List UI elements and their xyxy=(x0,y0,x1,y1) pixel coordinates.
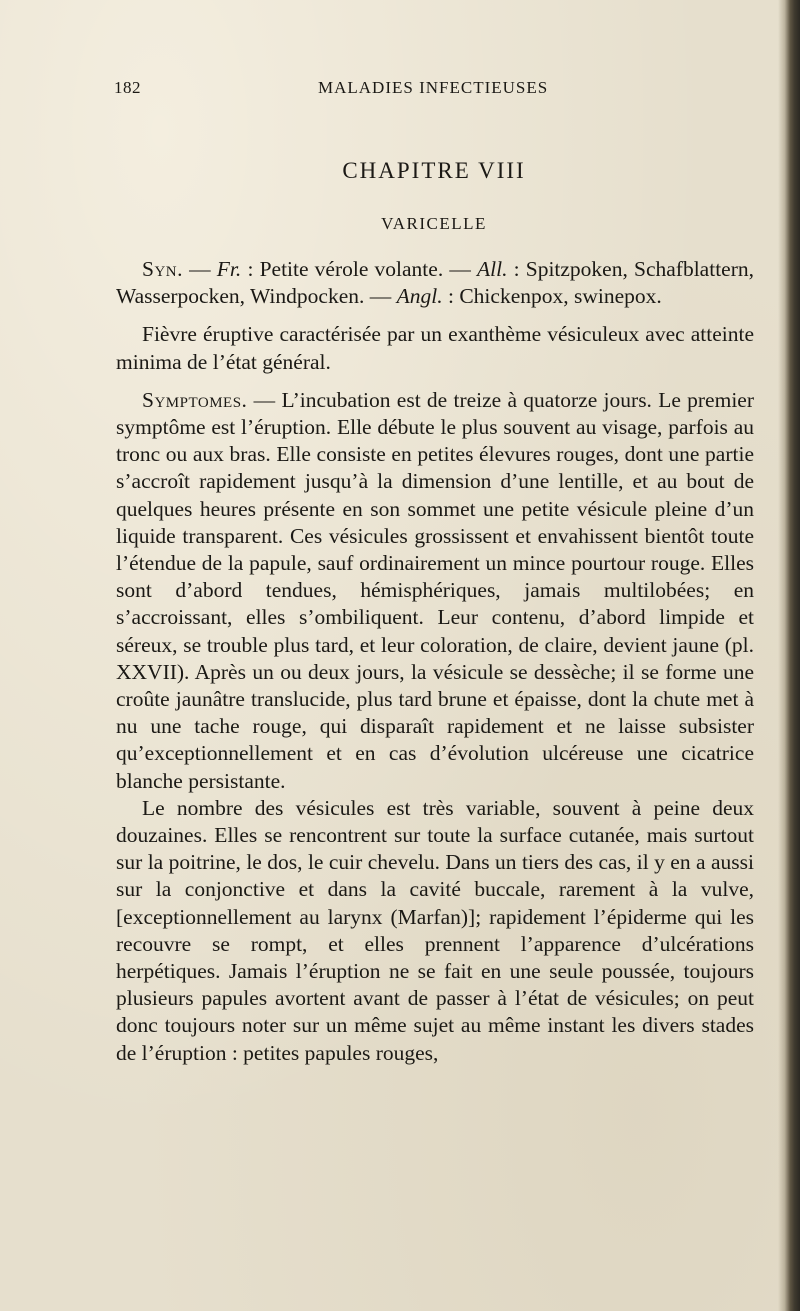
chapter-title: CHAPITRE VIII xyxy=(342,158,526,183)
syn-label: Syn. xyxy=(142,257,183,281)
running-head: MALADIES INFECTIEUSES xyxy=(318,78,549,97)
all-label: All. xyxy=(477,257,508,281)
symptoms-label: Symptomes. xyxy=(142,387,248,412)
book-binding-edge xyxy=(778,0,800,1311)
symptoms-text: — L’incubation est de treize à quatorze jours. Le premier symptôme est l’éruption. Elle débute le plus souvent au visage, parfois au tronc ou aux bras. Elle consiste en petites élevures rouges, dont une partie s’accroît rapidement jusqu’à la dimension d’une lentille, et au bout de quelques heures présente en son sommet une petite vésicule pleine d’un liquide transparent. Ces vésicules grossissent et envahissent bientôt toute l’étendue de la papule, sauf ordinairement un mince pourtour rouge. Elles sont d’abord tendues, hémisphériques, jamais multilobées; en s’accroissant, elles s’ombiliquent. Leur contenu, d’abord limpide et séreux, se trouble plus tard, et leur coloration, de claire, devient jaune (pl. XXVII). Après un ou deux jours, la vésicule se dessèche; il se forme une croûte jaunâtre translucide, plus tard brune et épaisse, dont la chute met à nu une tache rouge, qui disparaît rapidement et ne laisse subsister qu’exceptionnellement et en cas d’évolution ulcéreuse une cicatrice blanche persistante. xyxy=(116,387,754,793)
fr-text: : Petite vérole volante. — xyxy=(241,257,477,281)
fr-label: Fr. xyxy=(216,257,242,281)
page-number: 182 xyxy=(114,78,141,97)
section-title: VARICELLE xyxy=(381,214,487,233)
angl-text: : Chickenpox, swinepox. xyxy=(442,284,662,309)
vesicle-count-paragraph: Le nombre des vésicules est très variable, souvent à peine deux douzaines. Elles se rencontrent sur toute la surface cutanée, mais surtout sur la poitrine, le dos, le cuir chevelu. Dans un tiers des cas, il y en a aussi sur la conjonctive et dans la cavité buccale, rarement à la vulve, [exceptionnellement au larynx (Marfan)]; rapidement l’épiderme qui les recouvre se rompt, et elles prennent l’apparence d’ulcérations herpétiques. Jamais l’éruption ne se fait en une seule poussée, toujours plusieurs papules avortent avant de passer à l’état de vésicules; on peut donc toujours noter sur un même sujet au même instant les divers stades de l’éruption : petites papules rouges, xyxy=(116,795,754,1065)
synonyms-paragraph: Syn. — Fr. : Petite vérole volante. — All. : Spitzpoken, Schafblattern, Wasserpocken, Windpocken. — Angl. : Chickenpox, swinepox. xyxy=(116,257,754,309)
angl-label: Angl. xyxy=(396,284,443,309)
page-header xyxy=(114,78,754,100)
definition-paragraph: Fièvre éruptive caractérisée par un exanthème vésiculeux avec atteinte minima de l’état général. xyxy=(116,322,754,374)
symptoms-paragraph xyxy=(116,387,754,795)
body-text xyxy=(116,256,754,1067)
all-text: : Spitzpoken, Schafblattern, Wasserpocken, Windpocken. — xyxy=(116,257,754,309)
